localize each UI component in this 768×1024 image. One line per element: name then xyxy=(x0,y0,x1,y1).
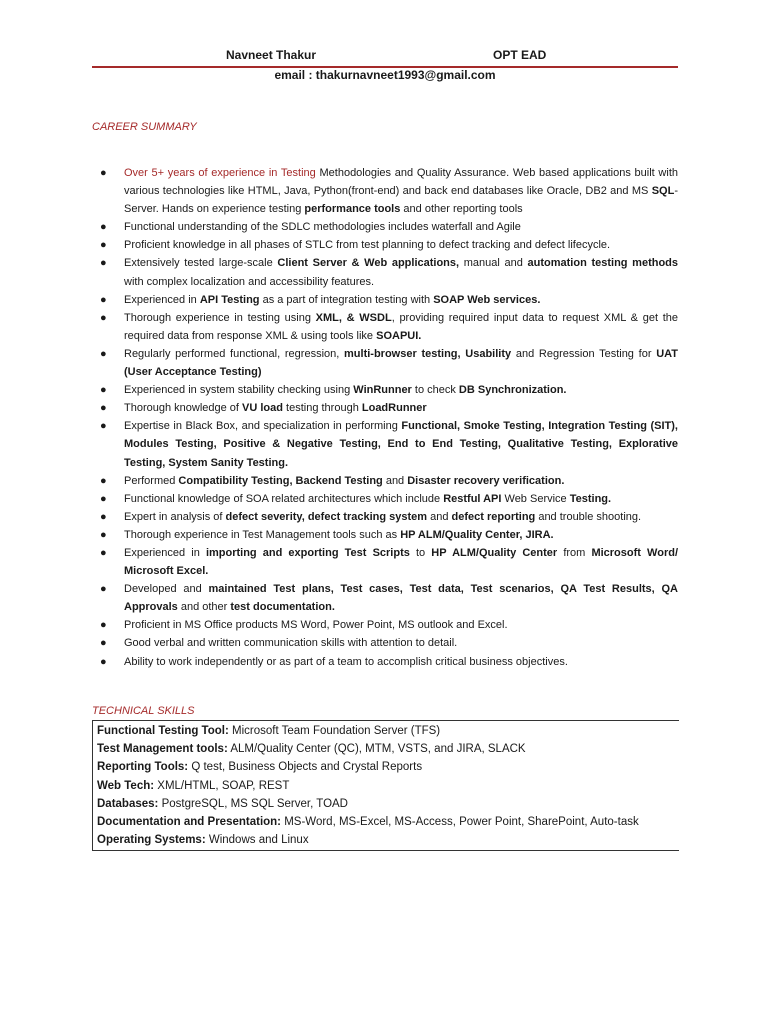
summary-item xyxy=(92,580,678,616)
summary-text: Experienced in xyxy=(124,293,200,306)
bullet-icon: ● xyxy=(100,474,107,487)
summary-text: Web Service xyxy=(501,492,570,505)
summary-text: API Testing xyxy=(199,293,260,306)
skill-label: Documentation and Presentation: xyxy=(97,816,282,829)
summary-text: Functional knowledge of SOA related architectures which include xyxy=(124,492,444,505)
contact-email: email : thakurnavneet1993@gmail.com xyxy=(274,68,496,82)
skill-label: Operating Systems: xyxy=(97,834,206,847)
summary-text: XML, & WSDL xyxy=(315,311,392,324)
skill-value: ALM/Quality Center (QC), MTM, VSTS, and JIRA, SLACK xyxy=(227,743,526,756)
skill-value: Windows and Linux xyxy=(205,834,309,847)
skill-value: MS-Word, MS-Excel, MS-Access, Power Point, SharePoint, Auto-task xyxy=(281,816,639,829)
summary-text: and other reporting tools xyxy=(400,203,523,216)
summary-item xyxy=(92,472,678,490)
summary-item xyxy=(92,291,678,309)
summary-text: Proficient knowledge in all phases of STLC from test planning to defect tracking and defect lifecycle. xyxy=(124,239,611,252)
bullet-icon: ● xyxy=(100,257,107,270)
skill-row xyxy=(97,831,679,849)
skill-value: Microsoft Team Foundation Server (TFS) xyxy=(228,725,441,737)
technical-skills-table xyxy=(92,720,679,851)
work-status: OPT EAD xyxy=(493,48,547,62)
summary-item xyxy=(92,236,678,254)
summary-text: Expert in analysis of xyxy=(124,510,226,523)
summary-text: performance tools xyxy=(304,203,401,216)
skill-value: XML/HTML, SOAP, REST xyxy=(154,779,290,792)
summary-text: DB Synchronization. xyxy=(458,384,567,397)
summary-text: and xyxy=(427,510,452,523)
summary-text: Good verbal and written communication skills with attention to detail. xyxy=(124,637,458,650)
skill-row xyxy=(97,777,679,795)
summary-text: Restful API xyxy=(443,492,502,505)
summary-text: SQL xyxy=(651,185,675,198)
summary-text: maintained Test plans, Test cases, Test data, Test scenarios, QA Test Results, QA Approvals xyxy=(124,583,678,614)
summary-text: and xyxy=(382,474,408,487)
summary-text: Experienced in xyxy=(124,546,206,559)
summary-item xyxy=(92,490,678,508)
bullet-icon: ● xyxy=(100,384,107,397)
summary-text: defect reporting xyxy=(451,510,536,523)
bullet-icon: ● xyxy=(100,347,107,360)
summary-text: LoadRunner xyxy=(361,402,427,415)
bullet-icon: ● xyxy=(100,583,107,596)
bullet-icon: ● xyxy=(100,221,107,234)
summary-text: testing through xyxy=(282,402,362,415)
skill-value: Q test, Business Objects and Crystal Reports xyxy=(188,761,423,774)
technical-skills-heading: TECHNICAL SKILLS xyxy=(92,705,195,717)
summary-text: Functional understanding of the SDLC methodologies includes waterfall and Agile xyxy=(124,221,521,234)
summary-item xyxy=(92,309,678,345)
summary-text: from xyxy=(557,546,592,559)
summary-text: and other xyxy=(177,601,231,614)
summary-item xyxy=(92,544,678,580)
summary-text: Functional, Smoke Testing, Integration Testing (SIT), Modules Testing, Positive & Negative Testing, End to End Testing, Qualitative Testing, Explorative Testing, System Sanity Testing. xyxy=(124,420,678,469)
summary-text: Ability to work independently or as part of a team to accomplish critical business objectives. xyxy=(124,655,568,668)
summary-text: test documentation. xyxy=(230,601,335,614)
bullet-icon: ● xyxy=(100,402,107,415)
bullet-icon: ● xyxy=(100,546,107,559)
summary-item xyxy=(92,653,678,671)
summary-item xyxy=(92,381,678,399)
summary-text: WinRunner xyxy=(353,384,412,397)
summary-text: Expertise in Black Box, and specialization in performing xyxy=(124,420,402,433)
bullet-icon: ● xyxy=(100,239,107,252)
summary-text: SOAP Web services. xyxy=(433,293,541,306)
bullet-icon: ● xyxy=(100,619,107,632)
summary-text: Developed and xyxy=(124,583,209,596)
skill-value: PostgreSQL, MS SQL Server, TOAD xyxy=(158,797,348,810)
summary-text: automation testing methods xyxy=(527,257,679,270)
summary-item xyxy=(92,634,678,652)
summary-text: Disaster recovery verification. xyxy=(407,474,565,487)
summary-text: manual and xyxy=(459,257,528,270)
bullet-icon: ● xyxy=(100,167,107,179)
summary-item xyxy=(92,417,678,471)
summary-text: Performed xyxy=(124,474,179,487)
bullet-icon: ● xyxy=(100,510,107,523)
summary-item xyxy=(92,616,678,634)
summary-text: Microsoft Word/ Microsoft Excel. xyxy=(124,546,679,578)
summary-text: , providing required input data to request XML & get the required data from response XML & using tools like xyxy=(124,311,679,342)
bullet-icon: ● xyxy=(100,420,107,433)
summary-text: Extensively tested large-scale xyxy=(124,257,278,270)
summary-text: importing and exporting Test Scripts xyxy=(205,546,410,559)
summary-item xyxy=(92,164,678,218)
summary-text: with complex localization and accessibility features. xyxy=(124,275,375,288)
summary-text: and Regression Testing for xyxy=(511,347,657,360)
summary-text: defect severity, defect tracking system xyxy=(225,510,428,523)
summary-text: HP ALM/Quality Center, JIRA. xyxy=(400,528,554,541)
summary-item xyxy=(92,254,678,290)
summary-text: to xyxy=(409,546,432,559)
summary-text: Thorough experience in testing using xyxy=(124,311,316,324)
summary-text: Regularly performed functional, regression, xyxy=(124,347,345,360)
summary-text: Methodologies and Quality Assurance. Web based applications built with various technologies like HTML, Java, Python(front-end) and back end databases like Oracle, DB2 and MS xyxy=(124,167,678,198)
bullet-icon: ● xyxy=(100,311,107,324)
career-summary-heading: CAREER SUMMARY xyxy=(92,121,197,133)
summary-text: to check xyxy=(411,384,459,397)
career-summary-list xyxy=(92,164,678,671)
skill-row xyxy=(97,795,679,813)
skill-row xyxy=(97,740,679,758)
summary-text: Thorough experience in Test Management tools such as xyxy=(124,528,401,541)
summary-text: and trouble shooting. xyxy=(535,510,642,523)
skill-label: Web Tech: xyxy=(97,779,155,792)
summary-text: Proficient in MS Office products MS Word, Power Point, MS outlook and Excel. xyxy=(124,619,508,632)
summary-text: SOAPUI. xyxy=(376,329,422,342)
bullet-icon: ● xyxy=(100,492,107,505)
summary-text: Testing. xyxy=(569,492,612,505)
summary-text: Client Server & Web applications, xyxy=(277,257,460,270)
candidate-name: Navneet Thakur xyxy=(226,48,317,62)
summary-item xyxy=(92,345,678,381)
skill-row xyxy=(97,758,679,776)
summary-text: multi-browser testing, Usability xyxy=(344,347,512,360)
summary-text: as a part of integration testing with xyxy=(259,293,434,306)
summary-text: -Server. Hands on experience testing xyxy=(124,185,678,216)
summary-item xyxy=(92,218,678,236)
skill-label: Reporting Tools: xyxy=(97,761,189,774)
summary-text: Thorough knowledge of xyxy=(124,402,243,415)
bullet-icon: ● xyxy=(100,528,107,541)
bullet-icon: ● xyxy=(100,293,107,306)
skill-row xyxy=(97,722,679,740)
summary-text: Over 5+ years of experience in Testing xyxy=(124,167,316,179)
summary-text: Experienced in system stability checking using xyxy=(124,384,354,397)
summary-text: UAT (User Acceptance Testing) xyxy=(124,347,678,379)
bullet-icon: ● xyxy=(100,655,107,668)
summary-item xyxy=(92,508,678,526)
skill-label: Test Management tools: xyxy=(97,743,228,756)
summary-text: VU load xyxy=(242,402,283,415)
summary-text: Compatibility Testing, Backend Testing xyxy=(178,474,383,487)
skill-label: Functional Testing Tool: xyxy=(97,725,229,737)
bullet-icon: ● xyxy=(100,637,107,650)
skill-label: Databases: xyxy=(97,797,159,810)
summary-item xyxy=(92,526,678,544)
skill-row xyxy=(97,813,679,831)
summary-text: HP ALM/Quality Center xyxy=(431,546,558,559)
summary-item xyxy=(92,399,678,417)
